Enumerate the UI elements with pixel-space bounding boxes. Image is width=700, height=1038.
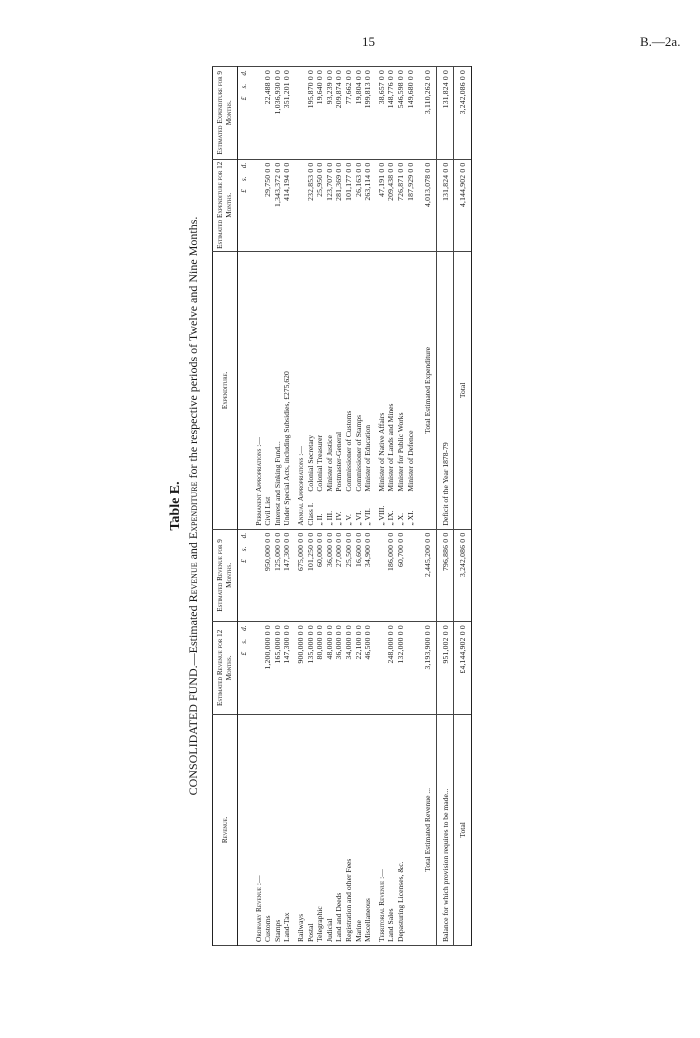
grand-total-row-expenditure-9: 3,242,086 0 0 xyxy=(454,67,472,160)
revenue-item-label: Land Sales xyxy=(386,908,396,942)
expenditure-label-cell xyxy=(263,252,273,530)
table-row xyxy=(406,67,416,946)
revenue-12-cell xyxy=(250,622,264,715)
class-number: „ VI. xyxy=(353,510,363,526)
revenue-label-cell xyxy=(396,714,406,945)
table-body xyxy=(238,67,472,946)
revenue-item-label: Registration and other Fees xyxy=(343,858,353,942)
expenditure-12-cell: 101,177 0 0 xyxy=(344,159,354,252)
expenditure-item-label: Minister of Lands and Mines xyxy=(386,403,396,492)
unit-pence: d. xyxy=(240,532,248,539)
table-row xyxy=(306,67,316,946)
expenditure-label-cell xyxy=(325,252,335,530)
expenditure-12-cell xyxy=(292,159,306,252)
revenue-label-cell xyxy=(282,714,292,945)
expenditure-item-label: Postmaster-General xyxy=(334,431,344,492)
expenditure-item-label: Commissioner of Customs xyxy=(343,410,353,492)
total-estimated-row-expenditure-12: 4,013,078 0 0 xyxy=(415,159,436,252)
revenue-9-cell: 147,300 0 0 xyxy=(282,529,292,622)
revenue-12-cell: 36,000 0 0 xyxy=(334,622,344,715)
revenue-label-cell xyxy=(263,714,273,945)
expenditure-9-cell xyxy=(250,67,264,160)
total-estimated-row-expenditure-9: 3,110,262 0 0 xyxy=(415,67,436,160)
class-number: „ II. xyxy=(315,513,325,526)
revenue-item-label: Telegraphic xyxy=(315,906,325,942)
header-row xyxy=(213,67,238,946)
title-prefix: CONSOLIDATED FUND.—Estimated xyxy=(186,602,200,796)
expenditure-9-cell: 195,870 0 0 xyxy=(306,67,316,160)
expenditure-label-cell xyxy=(306,252,316,530)
expenditure-9-cell: 351,201 0 0 xyxy=(282,67,292,160)
revenue-label-cell xyxy=(344,714,354,945)
table-row xyxy=(354,67,364,946)
revenue-9-cell: 60,700 0 0 xyxy=(396,529,406,622)
table-row xyxy=(373,67,387,946)
expenditure-9-cell: 149,680 0 0 xyxy=(406,67,416,160)
title-and-word: and xyxy=(186,539,200,563)
revenue-9-cell: 16,600 0 0 xyxy=(354,529,364,622)
expenditure-item-label: Colonial Treasurer xyxy=(315,434,325,492)
revenue-12-cell: 132,000 0 0 xyxy=(396,622,406,715)
revenue-12-cell: 34,000 0 0 xyxy=(344,622,354,715)
expenditure-9-cell: 19,640 0 0 xyxy=(315,67,325,160)
expenditure-group-heading: Permanent Appropriations :— xyxy=(250,252,264,530)
revenue-12-cell: 22,100 0 0 xyxy=(354,622,364,715)
expenditure-label-cell xyxy=(315,252,325,530)
balance-row-expenditure-12: 131,824 0 0 xyxy=(436,159,454,252)
unit-shillings: s. xyxy=(240,176,248,182)
grand-total-row-revenue-12: £4,144,902 0 0 xyxy=(454,622,472,715)
expenditure-label-cell xyxy=(396,252,406,530)
class-number: „ IX. xyxy=(386,510,396,526)
expenditure-item-label: Commissioner of Stamps xyxy=(353,414,363,492)
table-row xyxy=(363,67,373,946)
unit-pence: d. xyxy=(240,625,248,631)
total-estimated-row-expenditure-label: Total Estimated Expenditure xyxy=(415,252,436,530)
expenditure-9-cell: 209,874 0 0 xyxy=(334,67,344,160)
revenue-12-cell: 1,200,000 0 0 xyxy=(263,622,273,715)
table-row xyxy=(263,67,273,946)
expenditure-12-cell: 726,871 0 0 xyxy=(396,159,406,252)
rotated-table-region xyxy=(168,56,668,956)
table-row xyxy=(344,67,354,946)
balance-row-expenditure-label: Deficit of the Year 1878-79 xyxy=(436,252,454,530)
table-row xyxy=(334,67,344,946)
table-row xyxy=(292,67,306,946)
expenditure-9-cell: 22,488 0 0 xyxy=(263,67,273,160)
expenditure-item-label: Minister for Public Works xyxy=(395,412,405,492)
expenditure-9-cell: 19,804 0 0 xyxy=(354,67,364,160)
expenditure-label-cell xyxy=(386,252,396,530)
revenue-group-heading: Territorial Revenue :— xyxy=(373,714,387,945)
units-cell xyxy=(238,67,250,160)
title-expenditure-word: Expenditure xyxy=(186,481,200,540)
table-row xyxy=(273,67,283,946)
class-number: Class I. xyxy=(305,502,315,526)
expenditure-item-label: Minister of Defence xyxy=(405,430,415,492)
table-row xyxy=(386,67,396,946)
revenue-item-label: Depasturing Licenses, &c. xyxy=(395,861,405,942)
class-number: „ X. xyxy=(395,513,405,526)
unit-pounds: £ xyxy=(240,189,248,193)
units-row xyxy=(238,67,250,946)
revenue-9-cell: 125,000 0 0 xyxy=(273,529,283,622)
header-est-exp-12: Estimated Expenditure for 12 Months. xyxy=(213,159,238,252)
expenditure-9-cell: 546,598 0 0 xyxy=(396,67,406,160)
class-number: „ XI. xyxy=(405,510,415,526)
unit-shillings: s. xyxy=(240,83,248,89)
revenue-label-cell xyxy=(386,714,396,945)
table-row xyxy=(315,67,325,946)
table-title xyxy=(186,56,201,956)
total-estimated-row xyxy=(415,67,436,946)
expenditure-label-cell xyxy=(334,252,344,530)
total-estimated-row-revenue-9: 2,445,200 0 0 xyxy=(415,529,436,622)
revenue-12-cell: 48,000 0 0 xyxy=(325,622,335,715)
units-cell xyxy=(238,622,250,715)
revenue-item-label: Stamps xyxy=(272,919,282,942)
expenditure-12-cell xyxy=(250,159,264,252)
expenditure-item-label: Minister of Education xyxy=(363,425,373,492)
header-revenue: Revenue. xyxy=(213,714,238,945)
revenue-12-cell: 46,500 0 0 xyxy=(363,622,373,715)
units-cell xyxy=(238,252,250,530)
expenditure-label-cell xyxy=(406,252,416,530)
page-number: 15 xyxy=(362,34,375,49)
expenditure-item-label: Interest and Sinking Fund... xyxy=(272,441,282,526)
revenue-12-cell: 135,000 0 0 xyxy=(306,622,316,715)
units-cell xyxy=(238,159,250,252)
expenditure-9-cell: 1,036,930 0 0 xyxy=(273,67,283,160)
expenditure-12-cell: 263,114 0 0 xyxy=(363,159,373,252)
revenue-label-cell xyxy=(306,714,316,945)
balance-row-revenue-12: 951,002 0 0 xyxy=(436,622,454,715)
revenue-9-cell: 675,000 0 0 xyxy=(292,529,306,622)
expenditure-12-cell: 414,194 0 0 xyxy=(282,159,292,252)
expenditure-label-cell xyxy=(363,252,373,530)
revenue-9-cell xyxy=(406,529,416,622)
title-revenue-word: Revenue xyxy=(186,562,200,603)
revenue-item-label: Judicial xyxy=(324,918,334,942)
expenditure-12-cell: 209,438 0 0 xyxy=(386,159,396,252)
expenditure-item-label: Minister of Native Affairs xyxy=(376,412,386,492)
unit-pounds: £ xyxy=(240,96,248,101)
revenue-9-cell xyxy=(373,529,387,622)
revenue-9-cell xyxy=(250,529,264,622)
revenue-12-cell xyxy=(373,622,387,715)
expenditure-9-cell: 77,662 0 0 xyxy=(344,67,354,160)
revenue-label-cell xyxy=(363,714,373,945)
grand-total-row xyxy=(454,67,472,946)
grand-total-row-revenue-9: 3,242,086 0 0 xyxy=(454,529,472,622)
revenue-12-cell: 165,000 0 0 xyxy=(273,622,283,715)
table-row xyxy=(325,67,335,946)
class-number: „ IV. xyxy=(334,511,344,526)
unit-pounds: £ xyxy=(240,651,248,656)
total-estimated-row-revenue-label: Total Estimated Revenue ... xyxy=(415,714,436,945)
expenditure-9-cell: 148,776 0 0 xyxy=(386,67,396,160)
revenue-item-label: Postal xyxy=(305,923,315,942)
expenditure-label-cell xyxy=(354,252,364,530)
revenue-9-cell: 101,250 0 0 xyxy=(306,529,316,622)
revenue-label-cell xyxy=(273,714,283,945)
revenue-item-label: Railways xyxy=(295,913,305,942)
unit-shillings: s. xyxy=(240,638,248,644)
unit-shillings: s. xyxy=(240,546,248,552)
balance-row-revenue-9: 796,886 0 0 xyxy=(436,529,454,622)
expenditure-item-label: Colonial Secretary xyxy=(305,434,315,492)
expenditure-12-cell: 187,929 0 0 xyxy=(406,159,416,252)
expenditure-group-heading: Annual Appropriations :— xyxy=(292,252,306,530)
revenue-12-cell: 80,000 0 0 xyxy=(315,622,325,715)
revenue-item-label: Miscellaneous xyxy=(363,898,373,942)
expenditure-12-cell: 232,853 0 0 xyxy=(306,159,316,252)
revenue-9-cell: 36,000 0 0 xyxy=(325,529,335,622)
revenue-9-cell: 60,000 0 0 xyxy=(315,529,325,622)
revenue-item-label: Land-Tax xyxy=(282,912,292,942)
expenditure-label-cell xyxy=(344,252,354,530)
table-row xyxy=(282,67,292,946)
revenue-12-cell: 248,000 0 0 xyxy=(386,622,396,715)
revenue-9-cell: 950,000 0 0 xyxy=(263,529,273,622)
expenditure-12-cell: 123,707 0 0 xyxy=(325,159,335,252)
revenue-9-cell: 25,500 0 0 xyxy=(344,529,354,622)
expenditure-9-cell: 93,239 0 0 xyxy=(325,67,335,160)
revenue-12-cell: 147,300 0 0 xyxy=(282,622,292,715)
revenue-item-label: Land and Deeds xyxy=(334,892,344,942)
expenditure-9-cell: 199,813 0 0 xyxy=(363,67,373,160)
expenditure-12-cell: 29,750 0 0 xyxy=(263,159,273,252)
grand-total-row-expenditure-12: 4,144,902 0 0 xyxy=(454,159,472,252)
table-label: Table E. xyxy=(168,481,183,531)
revenue-label-cell xyxy=(315,714,325,945)
document-reference: B.—2a. xyxy=(640,34,681,49)
balance-row-revenue-label: Balance for which provision requires to be made... xyxy=(436,714,454,945)
revenue-label-cell xyxy=(292,714,306,945)
revenue-12-cell: 900,000 0 0 xyxy=(292,622,306,715)
class-number: „ VII. xyxy=(363,508,373,526)
grand-total-row-expenditure-label: Total xyxy=(454,252,472,530)
expenditure-item-label: Civil List xyxy=(263,496,273,526)
revenue-9-cell: 27,000 0 0 xyxy=(334,529,344,622)
class-number: „ III. xyxy=(324,510,334,526)
unit-pence: d. xyxy=(240,70,248,76)
total-estimated-row-revenue-12: 3,193,900 0 0 xyxy=(415,622,436,715)
expenditure-12-cell: 25,950 0 0 xyxy=(315,159,325,252)
units-cell xyxy=(238,714,250,945)
units-cell xyxy=(238,529,250,622)
header-est-exp-9: Estimated Expenditure for 9 Months. xyxy=(213,67,238,160)
unit-pence: d. xyxy=(240,162,248,169)
revenue-group-heading: Ordinary Revenue :— xyxy=(250,714,264,945)
expenditure-label-cell xyxy=(273,252,283,530)
balance-row xyxy=(436,67,454,946)
class-number: „ V. xyxy=(343,514,353,526)
expenditure-12-cell: 1,343,372 0 0 xyxy=(273,159,283,252)
title-suffix: for the respective periods of Twelve and Nine Months. xyxy=(186,216,200,482)
expenditure-label-cell xyxy=(373,252,387,530)
balance-row-expenditure-9: 131,824 0 0 xyxy=(436,67,454,160)
table-row xyxy=(396,67,406,946)
revenue-label-cell xyxy=(354,714,364,945)
revenue-label-cell xyxy=(406,714,416,945)
expenditure-9-cell xyxy=(292,67,306,160)
revenue-12-cell xyxy=(406,622,416,715)
revenue-9-cell: 34,900 0 0 xyxy=(363,529,373,622)
expenditure-12-cell: 47,191 0 0 xyxy=(373,159,387,252)
consolidated-fund-table xyxy=(212,66,472,946)
expenditure-label-cell xyxy=(282,252,292,530)
header-expenditure: Expenditure. xyxy=(213,252,238,530)
header-est-revenue-12: Estimated Revenue for 12 Months. xyxy=(213,622,238,715)
expenditure-item-label: Under Special Acts, including Subsidies, £275,620 xyxy=(282,371,292,526)
unit-pounds: £ xyxy=(240,559,248,563)
revenue-9-cell: 186,000 0 0 xyxy=(386,529,396,622)
revenue-label-cell xyxy=(334,714,344,945)
table-row xyxy=(250,67,264,946)
expenditure-item-label: Minister of Justice xyxy=(324,435,334,492)
expenditure-12-cell: 26,163 0 0 xyxy=(354,159,364,252)
revenue-label-cell xyxy=(325,714,335,945)
revenue-item-label: Customs xyxy=(263,915,273,942)
expenditure-9-cell: 38,657 0 0 xyxy=(373,67,387,160)
revenue-item-label: Marine xyxy=(353,920,363,942)
class-number: „ VIII. xyxy=(376,505,386,526)
header-est-revenue-9: Estimated Revenue for 9 Months. xyxy=(213,529,238,622)
grand-total-row-revenue-label: Total xyxy=(454,714,472,945)
expenditure-12-cell: 281,369 0 0 xyxy=(334,159,344,252)
